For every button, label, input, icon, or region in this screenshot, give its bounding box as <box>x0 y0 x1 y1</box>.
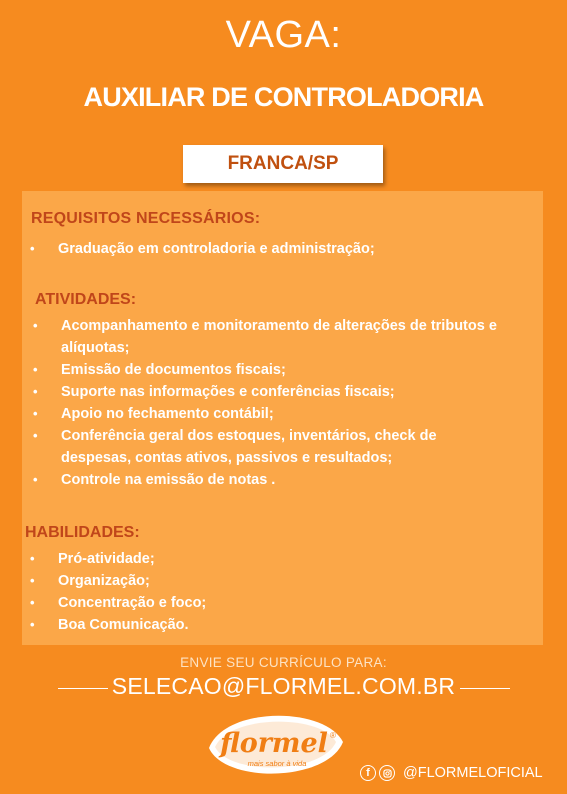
list-item: • Organização; <box>28 570 428 592</box>
requisitos-title: REQUISITOS NECESSÁRIOS: <box>31 210 261 227</box>
send-cv-label: ENVIE SEU CURRÍCULO PARA: <box>180 655 387 670</box>
list-item: • Suporte nas informações e conferências fiscais; <box>31 381 506 403</box>
list-item: • Controle na emissão de notas . <box>31 469 506 491</box>
instagram-icon[interactable] <box>379 765 395 781</box>
list-item: • Apoio no fechamento contábil; <box>31 403 506 425</box>
contact-email[interactable]: SELECAO@FLORMEL.COM.BR <box>111 673 456 699</box>
logo-wordmark: flormel <box>220 728 328 759</box>
divider-right <box>460 688 510 689</box>
logo-tagline: mais sabor à vida <box>247 759 307 768</box>
email-row <box>0 673 567 703</box>
logo-registered: ® <box>330 731 336 740</box>
list-item: • Conferência geral dos estoques, inventários, check de despesas, contas ativos, passivos e resultados; <box>31 425 506 469</box>
social-handle[interactable]: @FLORMELOFICIAL <box>403 765 543 781</box>
habilidades-title: HABILIDADES: <box>25 524 140 541</box>
facebook-icon[interactable]: f <box>360 765 376 781</box>
vaga-heading: VAGA: <box>225 14 342 56</box>
list-item: • Acompanhamento e monitoramento de alterações de tributos e alíquotas; <box>31 315 506 359</box>
position-title: AUXILIAR DE CONTROLADORIA <box>83 82 484 112</box>
list-item: • Pró-atividade; <box>28 548 428 570</box>
list-item: • Concentração e foco; <box>28 592 428 614</box>
atividades-title: ATIVIDADES: <box>35 291 137 308</box>
flormel-logo <box>203 708 351 778</box>
list-item: • Boa Comunicação. <box>28 614 428 636</box>
habilidades-list <box>28 548 428 636</box>
location-badge: FRANCA/SP <box>183 145 383 183</box>
atividades-list <box>31 315 506 491</box>
list-item: • Emissão de documentos fiscais; <box>31 359 506 381</box>
list-item: • Graduação em controladoria e administração; <box>28 238 528 260</box>
social-row <box>360 762 543 784</box>
requisitos-list <box>28 238 528 260</box>
